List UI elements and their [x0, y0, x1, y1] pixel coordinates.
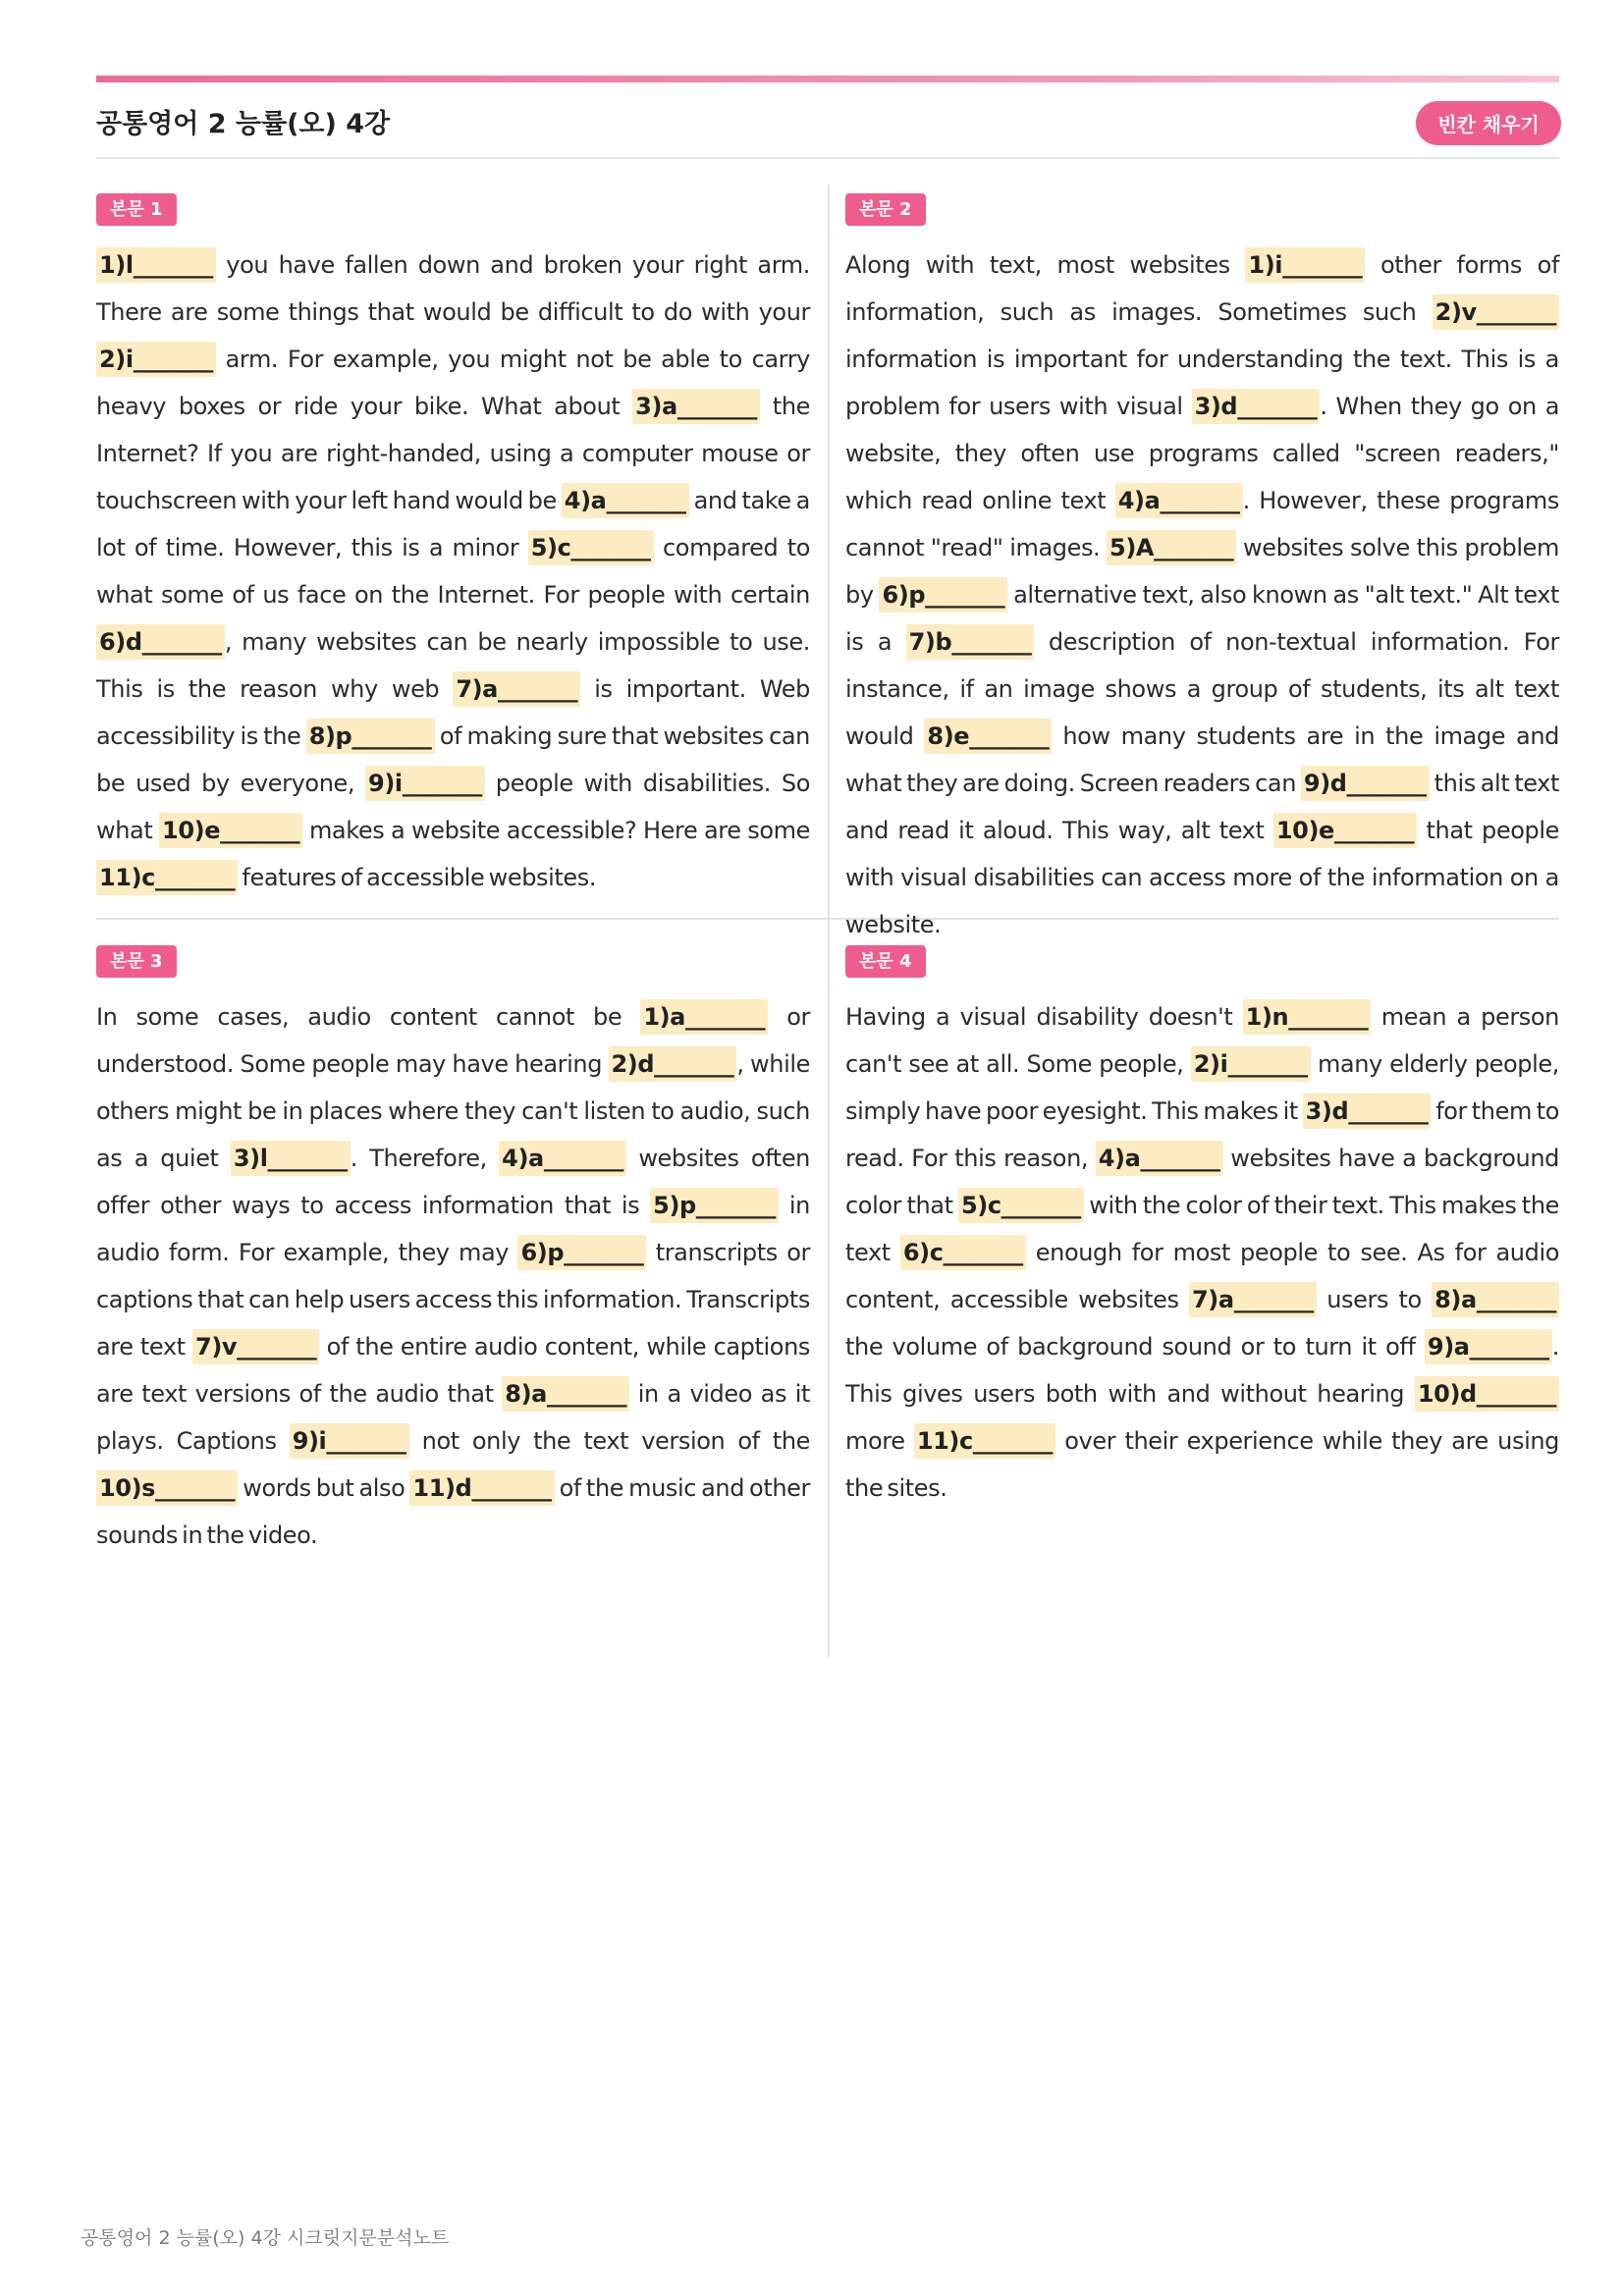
passage-text: transcripts or captions that can help users access this information. Transcripts are text: [96, 1239, 810, 1361]
blank-field[interactable]: 4)a_______: [499, 1141, 626, 1176]
passage-text: people with disabilities. So what: [96, 770, 810, 844]
passage-body: [845, 241, 1559, 948]
passage-panel-4: [845, 945, 1559, 1512]
blank-field[interactable]: 2)v_______: [1433, 294, 1559, 330]
blank-field[interactable]: 3)a_______: [632, 389, 760, 424]
passage-text: websites solve this problem by: [845, 534, 1559, 609]
blank-field[interactable]: 11)c_______: [914, 1423, 1055, 1459]
footer-text: 공통영어 2 능률(오) 4강 시크릿지문분석노트: [81, 2227, 450, 2249]
passage-panel-1: [96, 193, 810, 901]
passage-text: that people with visual disabilities can access more of the information on a website.: [845, 817, 1559, 938]
passage-text: not only the text version of the: [408, 1427, 810, 1455]
passage-text: , many websites can be nearly impossible to use. This is the reason why web: [96, 628, 810, 703]
blank-field[interactable]: 4)a_______: [562, 483, 689, 518]
passage-text: websites often offer other ways to access information that is: [96, 1145, 810, 1219]
passage-text: compared to what some of us face on the Internet. For people with certain: [96, 534, 811, 609]
passage-text: and take a lot of time. However, this is a minor: [96, 487, 810, 561]
blank-field[interactable]: 5)c_______: [958, 1188, 1084, 1223]
passage-text: description of non-textual information. For instance, if an image shows a group of students, its alt text would: [845, 628, 1560, 750]
blank-field[interactable]: 9)i_______: [290, 1423, 409, 1459]
blank-field[interactable]: 3)d_______: [1192, 389, 1321, 424]
passage-text: or understood. Some people may have hearing: [96, 1003, 810, 1078]
blank-field[interactable]: 9)a_______: [1425, 1329, 1552, 1364]
blank-field[interactable]: 6)p_______: [879, 577, 1007, 613]
blank-field[interactable]: 4)a_______: [1096, 1141, 1223, 1176]
passage-tag: 본문 2: [845, 193, 926, 226]
blank-field[interactable]: 11)c_______: [96, 860, 238, 895]
blank-field[interactable]: 2)i_______: [96, 342, 216, 377]
blank-field[interactable]: 11)d_______: [409, 1470, 554, 1506]
passage-text: Along with text, most websites: [845, 251, 1246, 279]
passage-panel-3: [96, 945, 810, 1559]
blank-field[interactable]: 5)c_______: [528, 530, 654, 565]
passage-text: other forms of information, such as images. Sometimes such: [845, 251, 1559, 326]
passage-text: arm. For example, you might not be able to carry heavy boxes or ride your bike. What about: [96, 346, 810, 420]
blank-field[interactable]: 1)n_______: [1243, 999, 1372, 1035]
passage-text: the Internet? If you are right-handed, using a computer mouse or touchscreen with your left hand would be: [96, 393, 810, 514]
passage-text: In some cases, audio content cannot be: [96, 1003, 641, 1031]
blank-field[interactable]: 10)e_______: [159, 813, 302, 848]
worksheet-type-badge: 빈칸 채우기: [1416, 101, 1561, 145]
blank-field[interactable]: 3)l_______: [231, 1141, 351, 1176]
passage-text: this alt text and read it aloud. This way, alt text: [845, 770, 1559, 844]
blank-field[interactable]: 7)b_______: [906, 624, 1035, 660]
blank-field[interactable]: 10)e_______: [1273, 813, 1417, 848]
passage-text: how many students are in the image and what they are doing. Screen readers can: [845, 722, 1559, 797]
blank-field[interactable]: 2)d_______: [609, 1046, 737, 1082]
passage-panel-2: [845, 193, 1559, 948]
passage-text: in audio form. For example, they may: [96, 1192, 810, 1266]
page-title: 공통영어 2 능률(오) 4강: [96, 109, 391, 139]
blank-field[interactable]: 5)p_______: [650, 1188, 779, 1223]
passage-text: makes a website accessible? Here are some: [302, 817, 810, 844]
passage-text: . This gives users both with and without hearing: [845, 1333, 1559, 1408]
passage-text: of making sure that websites can be used by everyone,: [96, 722, 810, 797]
passage-tag: 본문 3: [96, 945, 177, 978]
passage-tag: 본문 1: [96, 193, 177, 226]
blank-field[interactable]: 1)i_______: [1245, 247, 1365, 283]
blank-field[interactable]: 6)p_______: [517, 1235, 646, 1270]
passage-text: information is important for understanding the text. This is a problem for users with visual: [845, 346, 1559, 420]
passage-tag: 본문 4: [845, 945, 926, 978]
blank-field[interactable]: 10)d_______: [1415, 1376, 1559, 1412]
passage-text: over their experience while they are using the sites.: [845, 1427, 1559, 1502]
passage-text: enough for most people to see. As for audio content, accessible websites: [845, 1239, 1560, 1313]
passage-text: more: [845, 1427, 914, 1455]
passage-text: users to: [1316, 1286, 1433, 1313]
blank-field[interactable]: 9)i_______: [365, 766, 485, 801]
blank-field[interactable]: 8)e_______: [924, 719, 1052, 754]
passage-text: many elderly people, simply have poor eyesight. This makes it: [845, 1050, 1559, 1125]
blank-field[interactable]: 9)d_______: [1301, 766, 1430, 801]
passage-text: with the color of their text. This makes the text: [845, 1192, 1559, 1266]
passage-body: [845, 993, 1559, 1512]
passage-text: for them to read. For this reason,: [845, 1097, 1559, 1172]
passage-text: is important. Web accessibility is the: [96, 675, 810, 750]
passage-text: you have fallen down and broken your right arm. There are some things that would be difficult to do with your: [96, 251, 810, 326]
passage-text: , while others might be in places where they can't listen to audio, such as a quiet: [96, 1050, 810, 1172]
blank-field[interactable]: 7)a_______: [453, 671, 580, 707]
column-divider: [828, 185, 830, 1657]
passage-body: [96, 993, 810, 1559]
passage-text: . However, these programs cannot "read" images.: [845, 487, 1559, 561]
blank-field[interactable]: 7)a_______: [1189, 1282, 1317, 1317]
header-accent-bar: [96, 76, 1559, 82]
passage-text: alternative text, also known as "alt text." Alt text is a: [845, 581, 1560, 656]
blank-field[interactable]: 5)A_______: [1107, 530, 1236, 565]
passage-text: of the entire audio content, while captions are text versions of the audio that: [96, 1333, 810, 1408]
passage-text: features of accessible websites.: [238, 864, 597, 891]
blank-field[interactable]: 6)c_______: [900, 1235, 1026, 1270]
passage-text: words but also: [238, 1474, 410, 1502]
blank-field[interactable]: 6)d_______: [96, 624, 225, 660]
passage-text: . Therefore,: [350, 1145, 500, 1172]
blank-field[interactable]: 4)a_______: [1115, 483, 1243, 518]
blank-field[interactable]: 10)s_______: [96, 1470, 238, 1506]
passage-text: mean a person can't see at all. Some people,: [845, 1003, 1559, 1078]
passage-text: Having a visual disability doesn't: [845, 1003, 1243, 1031]
passage-text: in a video as it plays. Captions: [96, 1380, 810, 1455]
passage-body: [96, 241, 810, 901]
blank-field[interactable]: 2)i_______: [1191, 1046, 1311, 1082]
blank-field[interactable]: 1)l_______: [96, 247, 216, 283]
passage-text: of the music and other sounds in the video.: [96, 1474, 810, 1549]
passage-text: websites have a background color that: [845, 1145, 1559, 1219]
passage-text: the volume of background sound or to turn it off: [845, 1333, 1425, 1361]
blank-field[interactable]: 1)a_______: [640, 999, 768, 1035]
blank-field[interactable]: 3)d_______: [1303, 1094, 1432, 1129]
blank-field[interactable]: 8)a_______: [1432, 1282, 1559, 1317]
header-divider: [96, 157, 1559, 159]
blank-field[interactable]: 8)p_______: [306, 719, 435, 754]
blank-field[interactable]: 7)v_______: [192, 1329, 319, 1364]
passage-text: . When they go on a website, they often use programs called "screen readers," which read online text: [845, 393, 1559, 514]
blank-field[interactable]: 8)a_______: [502, 1376, 629, 1412]
